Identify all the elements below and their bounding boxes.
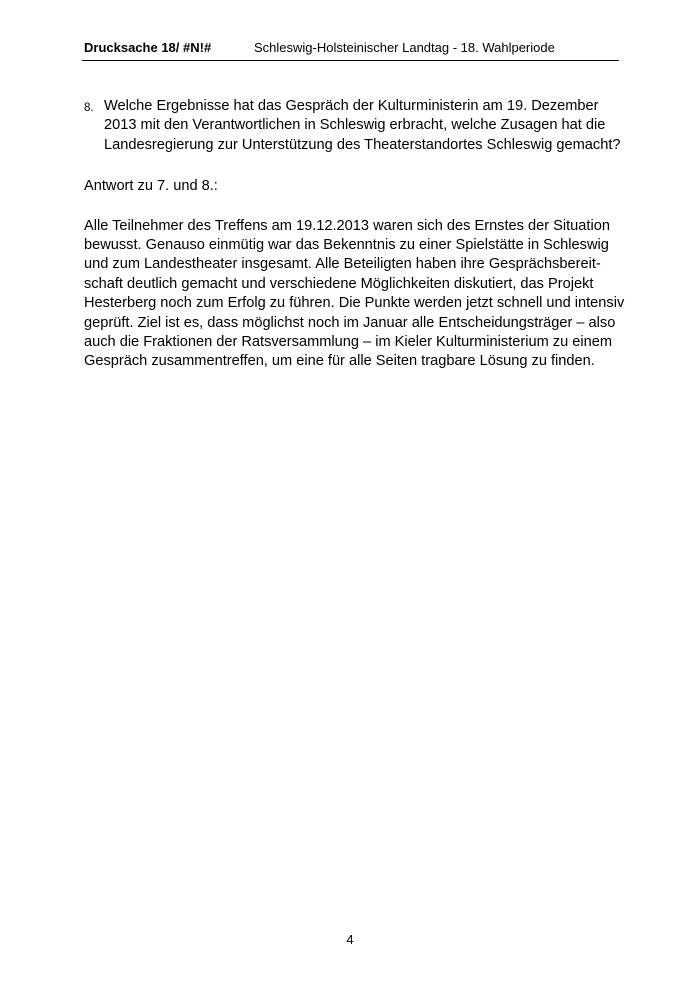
question-line: Welche Ergebnisse hat das Gespräch der Kulturministerin am 19. Dezember [104, 98, 599, 114]
answer-line: auch die Fraktionen der Ratsversammlung – im Kieler Kulturministerium zu einem [84, 334, 613, 351]
page-header [82, 38, 619, 61]
answer-line: Hesterberg noch zum Erfolg zu führen. Die Punkte werden jetzt schnell und intensiv [84, 295, 625, 312]
answer-line: Gespräch zusammentreffen, um eine für alle Seiten tragbare Lösung zu finden. [84, 353, 595, 370]
question-8 [84, 97, 620, 155]
question-number: 8. [84, 102, 94, 114]
answer-line: geprüft. Ziel ist es, dass möglichst noch im Januar alle Entscheidungsträger – also [84, 314, 616, 331]
parliament-title: Schleswig-Holsteinischer Landtag - 18. Wahlperiode [254, 40, 555, 55]
page-number: 4 [346, 932, 354, 947]
answer-paragraph [84, 217, 625, 372]
question-text [104, 97, 621, 155]
answer-line: und zum Landestheater insgesamt. Alle Beteiligten haben ihre Gesprächsbereit- [84, 256, 601, 273]
answer-line: bewusst. Genauso einmütig war das Bekenntnis zu einer Spielstätte in Schleswig [84, 237, 609, 254]
document-number: Drucksache 18/ #N!# [84, 40, 212, 55]
question-line: 2013 mit den Verantwortlichen in Schleswig erbracht, welche Zusagen hat die [104, 117, 606, 134]
answer-line: schaft deutlich gemacht und verschiedene Möglichkeiten diskutiert, das Projekt [84, 275, 594, 292]
answer-heading: Antwort zu 7. und 8.: [84, 178, 218, 195]
document-body [84, 97, 625, 372]
question-line: Landesregierung zur Unterstützung des Theaterstandortes Schleswig gemacht? [104, 136, 621, 153]
answer-line: Alle Teilnehmer des Treffens am 19.12.2013 waren sich des Ernstes der Situation [84, 217, 610, 234]
